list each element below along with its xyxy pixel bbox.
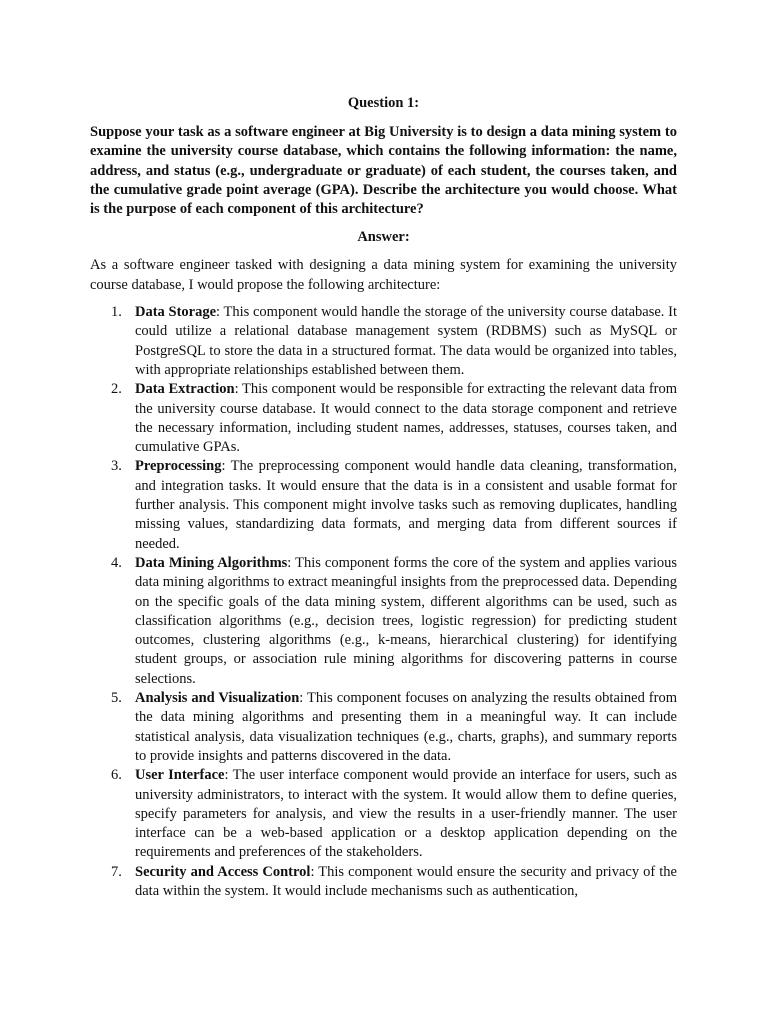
list-item-number: 7. [111, 863, 122, 880]
list-item [90, 303, 677, 380]
list-item-text: : The preprocessing component would handle data cleaning, transformation, and integration tasks. It would ensure that the data is in a consistent and usable format for further analysis. This component might involve tasks such as removing duplicates, handling missing values, standardizing data formats, and merging data from different sources if needed. [135, 458, 677, 552]
list-item-term: User Interface [135, 767, 225, 784]
component-list [90, 303, 677, 901]
list-item-text: : The user interface component would provide an interface for users, such as university administrators, to interact with the system. It would allow them to define queries, specify parameters for analysis, and view the results in a user-friendly manner. The user interface can be a web-based application or a desktop application depending on the requirements and preferences of the stakeholders. [135, 767, 677, 861]
answer-intro: As a software engineer tasked with designing a data mining system for examining the university course database, I would propose the following architecture: [90, 257, 677, 293]
list-item [90, 457, 677, 553]
list-item-text: : This component focuses on analyzing the results obtained from the data mining algorithms and presenting them in a meaningful way. It can include statistical analysis, data visualization techniques (e.g., charts, graphs), and summary reports to provide insights and patterns discovered in the data. [135, 690, 677, 764]
list-item-number: 6. [111, 767, 122, 784]
document-page [90, 94, 677, 901]
list-item-term: Data Extraction [135, 381, 235, 398]
list-item-text: : This component would be responsible for extracting the relevant data from the university course database. It would connect to the data storage component and retrieve the necessary information, including student names, addresses, statuses, courses taken, and cumulative GPAs. [135, 381, 678, 456]
list-item-term: Security and Access Control [135, 863, 311, 880]
list-item [90, 689, 677, 766]
list-item-term: Preprocessing [135, 458, 222, 475]
list-item-term: Data Storage [135, 304, 217, 321]
question-text: Suppose your task as a software engineer at Big University is to design a data mining system to examine the university course database, which contains the following information: the name, address, and status (e.g., undergraduate or graduate) of each student, the courses taken, and the cumulative grade point average (GPA). Describe the architecture you would choose. What is the purpose of each component of this architecture? [90, 124, 677, 218]
list-item [90, 380, 677, 457]
list-item-number: 2. [111, 381, 122, 398]
list-item [90, 863, 677, 902]
list-item-text: : This component would ensure the security and privacy of the data within the system. It would include mechanisms such as authentication, [135, 863, 677, 899]
list-item [90, 766, 677, 862]
list-item-term: Analysis and Visualization [135, 690, 300, 707]
list-item-number: 3. [111, 458, 122, 475]
list-item-term: Data Mining Algorithms [135, 554, 288, 571]
question-title: Question 1: [347, 95, 420, 111]
list-item-number: 1. [111, 304, 122, 321]
list-item-number: 4. [111, 554, 122, 571]
answer-title: Answer: [357, 229, 410, 246]
list-item [90, 554, 677, 689]
list-item-number: 5. [111, 690, 122, 707]
list-item-text: : This component forms the core of the system and applies various data mining algorithms to extract meaningful insights from the preprocessed data. Depending on the specific goals of the data mining system, different algorithms can be used, such as classification algorithms (e.g., decision trees, logistic regression) for predicting student outcomes, clustering algorithms (e.g., k-means, hierarchical clustering) for identifying student groups, or association rule mining algorithms for discovering patterns in course selections. [135, 554, 678, 687]
list-item-text: : This component would handle the storage of the university course database. It could utilize a relational database management system (RDBMS) such as MySQL or PostgreSQL to store the data in a structured format. The data would be organized into tables, with appropriate relationships established between them. [135, 304, 677, 378]
